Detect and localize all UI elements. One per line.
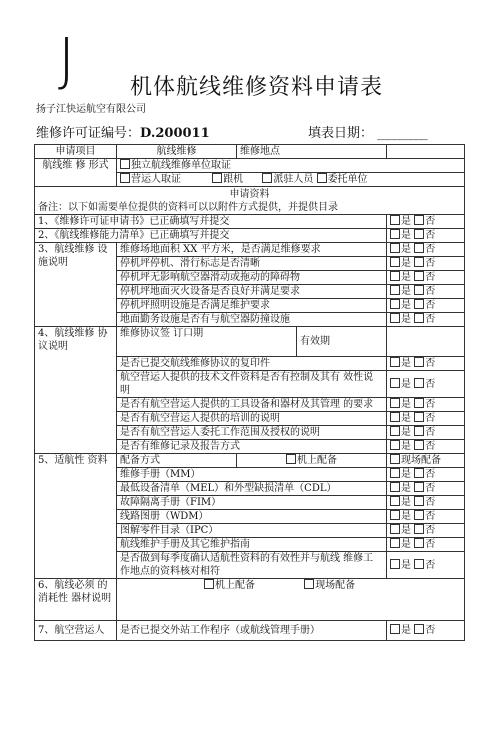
page-title: 机体航线维修资料申请表 [130, 75, 384, 100]
table-row [35, 454, 465, 468]
yes-no-choice[interactable]: 是 否 [387, 426, 465, 440]
item-4-row: 是否有维修记录及报告方式 [117, 440, 387, 454]
checkbox-icon[interactable] [204, 579, 214, 589]
yes-no-choice[interactable]: 是 否 [387, 552, 465, 579]
section-cell [35, 187, 465, 215]
option-group: 营运人取证 跟机 派驻人员 委托单位 [117, 173, 465, 187]
table-row [35, 187, 465, 215]
item-4-label: 4、航线维修 协议说明 [35, 327, 117, 454]
section-title: 申请资料 [229, 189, 270, 200]
yes-no-choice[interactable]: 是 否 [387, 538, 465, 552]
cell-location-label: 维修地点 [237, 145, 387, 159]
config-method-label: 配备方式 [117, 454, 237, 468]
yes-no-choice[interactable]: 是 否 [387, 229, 465, 243]
option-independent[interactable]: 独立航线维修单位取证 [117, 159, 465, 173]
yes-no-choice[interactable]: 是 否 [387, 371, 465, 398]
item-3-row: 地面勤务设施是否有与航空器防撞设施 [117, 313, 387, 327]
item-1: 1、《维修许可证申请书》已正确填写并提交 [35, 215, 387, 229]
item-7-label: 7、航空营运人 [35, 621, 117, 641]
yes-no-choice[interactable]: 是 否 [387, 510, 465, 524]
item-4-row: 是否已提交航线维修协议的复印件 [117, 357, 387, 371]
company-name: 扬子江快运航空有限公司 [36, 104, 146, 115]
yes-no-choice[interactable]: 是 否 [387, 271, 465, 285]
item-5-row: 维修手册（MM） [117, 468, 387, 482]
table-row [35, 229, 465, 243]
permit-label: 维修许可证编号： [36, 126, 141, 141]
checkbox-icon[interactable] [120, 173, 130, 183]
yes-no-choice[interactable]: 是 否 [387, 440, 465, 454]
yes-no-choice[interactable]: 是 否 [387, 299, 465, 313]
company-logo: J [58, 25, 76, 93]
item-4-row: 是否有航空营运人提供的培训的说明 [117, 412, 387, 426]
yes-no-choice[interactable]: 是 否 [387, 357, 465, 371]
table-row [35, 621, 465, 641]
yes-no-choice[interactable]: 是 否 [387, 482, 465, 496]
item-6-options: 机上配备 现场配备 [117, 579, 465, 621]
yes-no-choice[interactable]: 是 否 [387, 243, 465, 257]
option-onsite[interactable]: 现场配备 [387, 454, 465, 468]
item-3-row: 停机坪停机、滑行标志是否清晰 [117, 257, 387, 271]
yes-no-choice[interactable]: 是 否 [387, 257, 465, 271]
yes-no-choice[interactable]: 是 否 [387, 496, 465, 510]
table-row [35, 327, 465, 357]
item-3-row: 停机坪照明设施是否满足维护要求 [117, 299, 387, 313]
item-3-row: 维修场地面积 XX 平方米，是否满足维修要求 [117, 243, 387, 257]
item-3-label: 3、航线维修 设施说明 [35, 243, 117, 327]
permit-number: D.200011 [140, 126, 210, 141]
application-table [34, 144, 465, 641]
yes-no-choice[interactable]: 是 否 [387, 621, 465, 641]
item-5-row: 故障隔离手册（FIM） [117, 496, 387, 510]
yes-no-choice[interactable]: 是 否 [387, 468, 465, 482]
permit-line [36, 122, 210, 141]
table-row [35, 243, 465, 257]
yes-no-choice[interactable]: 是 否 [387, 215, 465, 229]
yes-no-choice[interactable]: 是 否 [387, 313, 465, 327]
table-row [35, 215, 465, 229]
item-5-row: 线路图册（WDM） [117, 510, 387, 524]
option-onboard[interactable]: 机上配备 [237, 454, 387, 468]
table-row [35, 579, 465, 621]
validity-value[interactable] [387, 327, 465, 357]
cell-apply-item: 申请项目 [35, 145, 117, 159]
checkbox-icon[interactable] [317, 173, 327, 183]
item-4-row: 是否有航空营运人提供的工具设备和器材及其管理 的要求 [117, 398, 387, 412]
checkbox-icon[interactable] [390, 454, 400, 464]
section-note: 备注：以下如需要单位提供的资料可以以附件方式提供，并提供目录 [38, 202, 338, 213]
item-4-row: 是否有航空营运人委托工作范围及授权的说明 [117, 426, 387, 440]
yes-no-choice[interactable]: 是 否 [387, 412, 465, 426]
checkbox-icon[interactable] [120, 159, 130, 169]
cell-line-maint: 航线维修 [117, 145, 237, 159]
item-3-row: 停机坪地面灭火设备是否良好并满足要求 [117, 285, 387, 299]
checkbox-icon[interactable] [212, 173, 222, 183]
date-label: 填表日期： [308, 126, 374, 141]
table-row [35, 159, 465, 173]
item-7-row: 是否已提交外站工作程序（或航线管理手册） [117, 621, 387, 641]
item-6-label: 6、航线必须 的消耗性 器材说明 [35, 579, 117, 621]
item-5-row: 是否做到每季度确认适航性资料的有效性并与航线 维修工作地点的资料核对相符 [117, 552, 387, 579]
checkbox-icon[interactable] [262, 173, 272, 183]
agreement-date-label: 维修协议签 订口期 [117, 327, 297, 357]
validity-label: 有效期 [297, 327, 387, 357]
yes-no-choice[interactable]: 是 否 [387, 285, 465, 299]
yes-no-choice[interactable]: 是 否 [387, 398, 465, 412]
checkbox-icon[interactable] [304, 579, 314, 589]
item-5-label: 5、适航性 资料 [35, 454, 117, 579]
item-3-row: 停机坪无影响航空器滑动或拖动的障碍物 [117, 271, 387, 285]
cell-maint-form: 航线维 修 形式 [35, 159, 117, 187]
date-field[interactable]: _________ [377, 126, 427, 141]
yes-no-choice[interactable]: 是 否 [387, 524, 465, 538]
item-2: 2、《航线维修能力清单》已正确填写并提交 [35, 229, 387, 243]
item-4-row: 航空营运人提供的技术文件资料是否有控制及其有 效性说明 [117, 371, 387, 398]
table-row [35, 145, 465, 159]
item-5-row: 最低设备清单（MEL）和外型缺损清单（CDL） [117, 482, 387, 496]
item-5-row: 图解零件目录（IPC） [117, 524, 387, 538]
date-line [308, 122, 427, 141]
item-5-row: 航线维护手册及其它维护指南 [117, 538, 387, 552]
checkbox-icon[interactable] [286, 454, 296, 464]
cell-location-value[interactable] [387, 145, 465, 159]
